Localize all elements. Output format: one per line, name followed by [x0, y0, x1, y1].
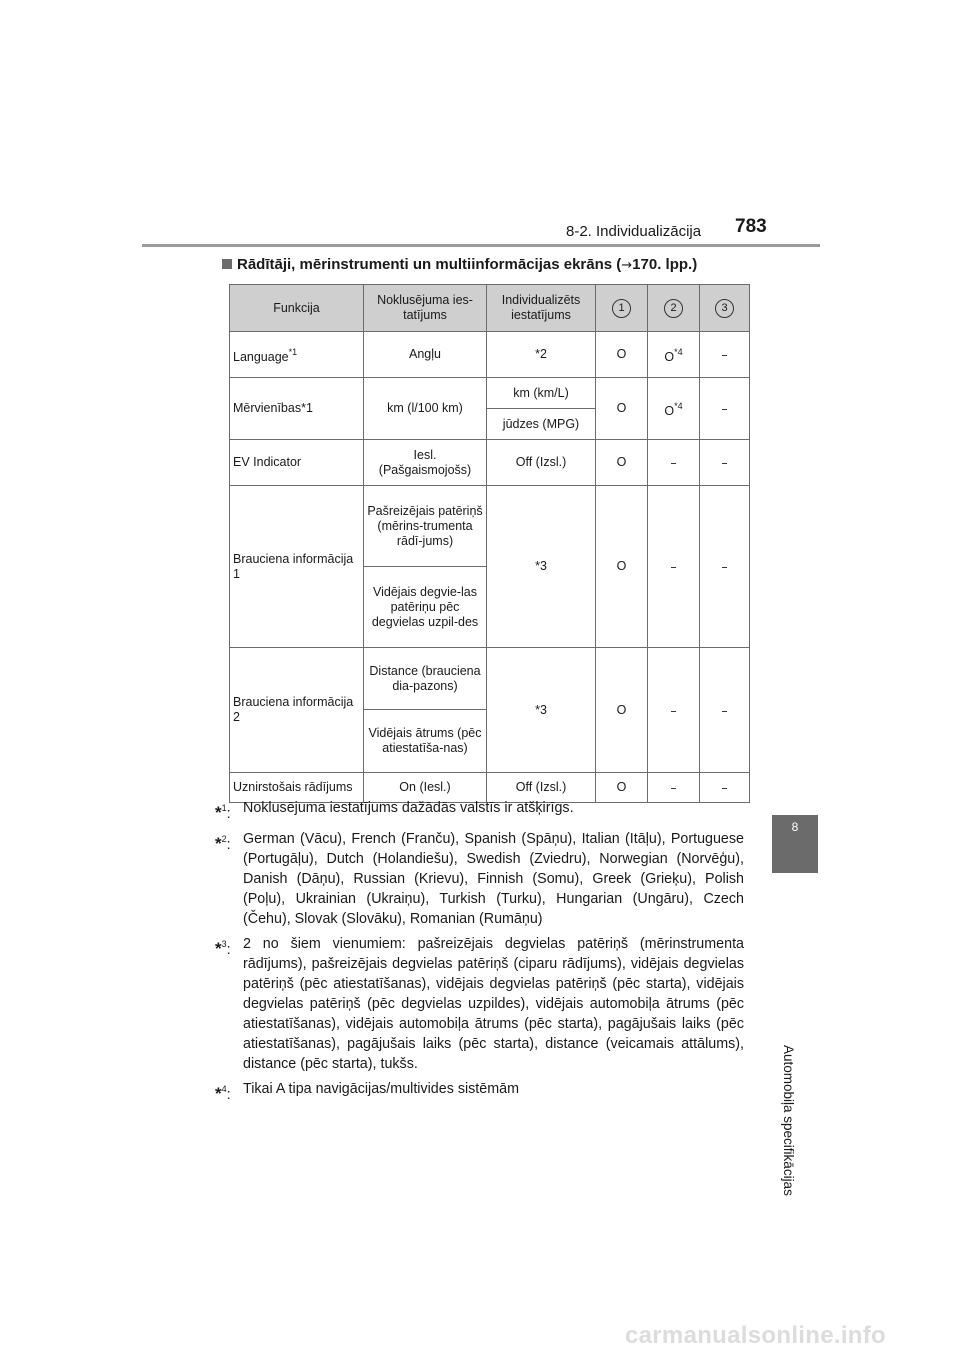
footnote-marker: *$^4$: — [215, 1084, 231, 1103]
cell-col1: O — [596, 773, 648, 803]
cell-function: EV Indicator — [230, 440, 364, 486]
footnote-text: Noklusējuma iestatījums dažādās valstīs ir atšķirīgs. — [243, 800, 574, 816]
footnotes — [215, 798, 744, 1110]
col-header-3 — [700, 285, 750, 332]
footnote — [215, 934, 744, 1074]
cell-default: Vidējais ātrums (pēc atiestatīša-nas) — [364, 710, 487, 773]
col-header-default: Noklusējuma ies-tatījums — [364, 285, 487, 332]
cell-custom: jūdzes (MPG) — [487, 409, 596, 440]
cell-custom: *2 — [487, 332, 596, 378]
cell-default: On (Iesl.) — [364, 773, 487, 803]
col-header-custom: Individualizēts iestatījums — [487, 285, 596, 332]
cell-custom: km (km/L) — [487, 378, 596, 409]
cell-col2: – — [648, 773, 700, 803]
table-row — [230, 486, 750, 567]
cell-col1: O — [596, 440, 648, 486]
arrow-icon: → — [621, 258, 633, 273]
cell-default: Angļu — [364, 332, 487, 378]
cell-function: Brauciena informācija 2 — [230, 648, 364, 773]
cell-col2: – — [648, 440, 700, 486]
cell-default: km (l/100 km) — [364, 378, 487, 440]
chapter-title-vertical: Automobiļa specifikācijas — [781, 1045, 796, 1196]
footnote — [215, 1079, 744, 1105]
page-number: 783 — [735, 216, 767, 237]
square-bullet-icon — [222, 259, 232, 269]
cell-col1: O — [596, 378, 648, 440]
cell-col2: – — [648, 486, 700, 648]
cell-custom: Off (Izsl.) — [487, 773, 596, 803]
col-header-function: Funkcija — [230, 285, 364, 332]
footnote-text: German (Vācu), French (Franču), Spanish (Spāņu), Italian (Itāļu), Portuguese (Portugāļu), Dutch (Holandiešu), Swedish (Zviedru), Norwegian (Norvēģu), Danish (Dāņu), Russian (Krievu), Finnish (Somu), Greek (Grieķu), Polish (Poļu), Ukrainian (Ukraiņu), Turkish (Turku), Hungarian (Ungāru), Czech (Čehu), Slovak (Slovāku), Romanian (Rumāņu) — [243, 831, 744, 927]
cell-col3: – — [700, 486, 750, 648]
cell-function: Mērvienības*1 — [230, 378, 364, 440]
chapter-tab: 8 — [772, 815, 818, 873]
cell-custom: *3 — [487, 648, 596, 773]
footnote — [215, 798, 744, 824]
table-row — [230, 440, 750, 486]
table-row — [230, 332, 750, 378]
cell-function: Uznirstošais rādījums — [230, 773, 364, 803]
cell-col1: O — [596, 486, 648, 648]
table-header-row — [230, 285, 750, 332]
circled-number-1-icon: 1 — [612, 299, 631, 318]
header-section-title: 8-2. Individualizācija — [566, 223, 702, 240]
cell-col2: $O^{*4}$ — [648, 332, 700, 378]
footnote-text: 2 no šiem vienumiem: pašreizējais degvielas patēriņš (mērinstrumenta rādījums), pašreizējais degvielas patēriņš (ciparu rādījums), vidējais degvielas patēriņš (pēc atiestatīšanas), vidējais degvielas patēriņš (pēc starta), vidējais degvielas patēriņš (pēc degvielas uzpildes), vidējais automobiļa ātrums (pēc atiestatīšanas), vidējais automobiļa ātrums (pēc starta), pagājušais laiks (pēc atiestatīšanas), pagājušais laiks (pēc starta), distance (veicamais attālums), distance (pēc starta), tukšs. — [243, 936, 744, 1072]
watermark: carmanualsonline.info — [625, 1322, 887, 1349]
footnote-marker: *$^1$: — [215, 803, 231, 822]
cell-col3: – — [700, 378, 750, 440]
section-heading-text: Rādītāji, mērinstrumenti un multiinformācijas ekrāns ( — [237, 256, 622, 273]
cell-custom: *3 — [487, 486, 596, 648]
circled-number-2-icon: 2 — [664, 299, 683, 318]
cell-col1: O — [596, 648, 648, 773]
header-divider — [142, 244, 820, 247]
cell-col3: – — [700, 332, 750, 378]
cell-default: Iesl. (Pašgaismojošs) — [364, 440, 487, 486]
footnote — [215, 829, 744, 929]
cell-default: Vidējais degvie-las patēriņu pēc degvielas uzpil-des — [364, 567, 487, 648]
cell-custom: Off (Izsl.) — [487, 440, 596, 486]
cell-function: Brauciena informācija 1 — [230, 486, 364, 648]
cell-col3: – — [700, 773, 750, 803]
cell-col2: $O^{*4}$ — [648, 378, 700, 440]
cell-function: Language$^{*1}$ — [230, 332, 364, 378]
cell-col3: – — [700, 648, 750, 773]
cell-col1: O — [596, 332, 648, 378]
footnote-text: Tikai A tipa navigācijas/multivides sistēmām — [243, 1081, 519, 1097]
cell-col2: – — [648, 648, 700, 773]
col-header-1 — [596, 285, 648, 332]
table-row — [230, 648, 750, 710]
settings-table — [229, 284, 750, 803]
table-row — [230, 378, 750, 409]
section-heading-ref: 170. lpp.) — [632, 256, 698, 273]
cell-default: Pašreizējais patēriņš (mērins-trumenta rādī-jums) — [364, 486, 487, 567]
section-heading — [222, 256, 697, 273]
col-header-2 — [648, 285, 700, 332]
circled-number-3-icon: 3 — [715, 299, 734, 318]
footnote-marker: *$^3$: — [215, 939, 231, 958]
cell-default: Distance (brauciena dia-pazons) — [364, 648, 487, 710]
footnote-marker: *$^2$: — [215, 834, 231, 853]
cell-col3: – — [700, 440, 750, 486]
